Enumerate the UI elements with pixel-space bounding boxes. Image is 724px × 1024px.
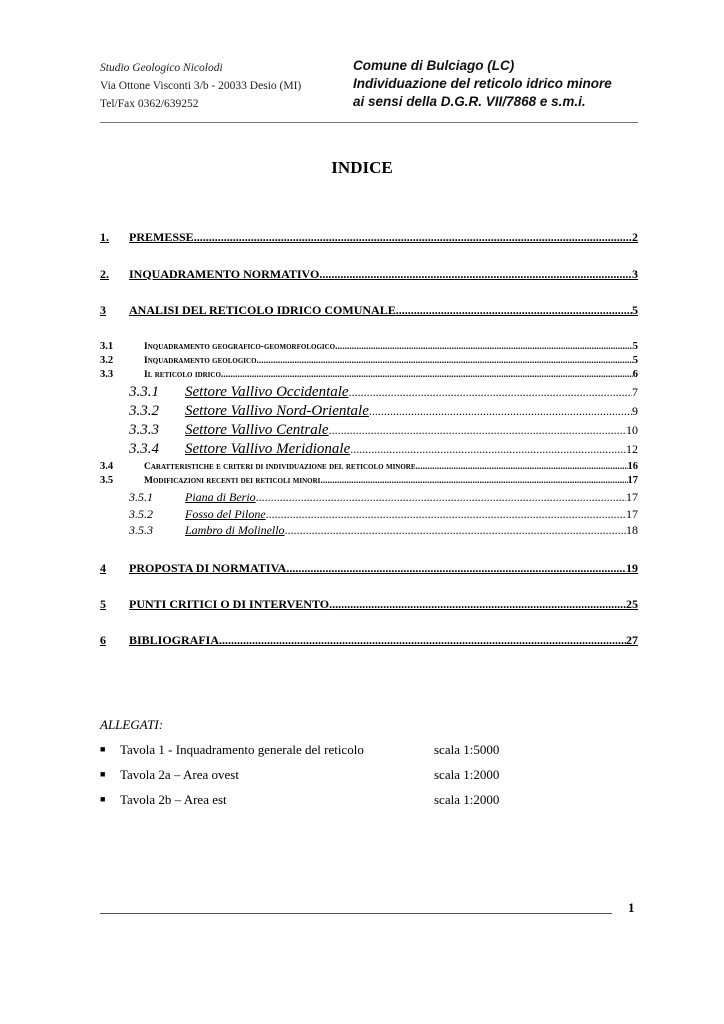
toc-number: 3.5.2 — [129, 507, 153, 521]
toc-number: 6 — [100, 633, 106, 647]
toc-page: 3 — [632, 267, 638, 281]
toc-page: 18 — [626, 523, 638, 537]
toc-leader — [416, 462, 628, 472]
toc-leader — [329, 597, 626, 612]
toc-page: 12 — [626, 442, 638, 456]
toc-number: 3.5.1 — [129, 490, 153, 504]
attachments-heading: ALLEGATI: — [100, 717, 164, 732]
toc-leader — [350, 442, 626, 457]
toc-entry[interactable] — [100, 303, 638, 318]
header-studio-info — [100, 59, 301, 113]
toc-entry[interactable] — [100, 441, 638, 458]
toc-number: 3.4 — [100, 461, 114, 472]
toc-page: 10 — [626, 423, 638, 437]
toc-leader — [219, 633, 626, 648]
footer-divider — [100, 913, 612, 914]
toc-title: Inquadramento geografico-geomorfologico — [144, 342, 336, 352]
toc-page: 7 — [632, 385, 638, 399]
toc-title: Settore Vallivo Occidentale — [185, 384, 349, 400]
toc-title: Piana di Berio — [185, 490, 256, 504]
toc-title: Il reticolo idrico — [144, 370, 221, 380]
toc-entry[interactable] — [100, 490, 638, 505]
toc-title: Fosso del Pilone — [185, 507, 266, 521]
bullet-icon: ■ — [100, 769, 106, 779]
studio-phone: Tel/Fax 0362/639252 — [100, 98, 199, 110]
toc-number: 3.3 — [100, 369, 114, 380]
studio-address: Via Ottone Visconti 3/b - 20033 Desio (MI) — [100, 80, 302, 92]
attachment-label: Tavola 2a – Area ovest — [120, 767, 239, 782]
toc-leader — [329, 423, 626, 438]
toc-entry[interactable] — [100, 403, 638, 420]
toc-leader — [349, 385, 632, 400]
project-subject: Individuazione del reticolo idrico minore — [353, 76, 612, 91]
toc-page: 16 — [627, 461, 638, 472]
toc-entry[interactable] — [100, 461, 638, 472]
toc-title: Caratteristiche e criteri di individuazione del reticolo minore — [144, 462, 416, 472]
toc-leader — [285, 523, 626, 538]
toc-leader — [257, 356, 633, 366]
toc-number: 2. — [100, 267, 109, 281]
toc-title: Settore Vallivo Centrale — [185, 422, 329, 438]
project-regulation: ai sensi della D.G.R. VII/7868 e s.m.i. — [353, 94, 586, 109]
toc-title: PROPOSTA DI NORMATIVA — [129, 561, 287, 575]
toc-title: BIBLIOGRAFIA — [129, 633, 220, 647]
toc-leader — [335, 342, 633, 352]
toc-entry[interactable] — [100, 633, 638, 648]
toc-page: 17 — [627, 475, 638, 486]
toc-leader — [396, 303, 632, 318]
toc-leader — [320, 476, 627, 486]
toc-number: 3.2 — [100, 355, 114, 366]
toc-title: Settore Vallivo Meridionale — [185, 441, 351, 457]
toc-number: 3.3.2 — [129, 403, 159, 419]
toc-page: 2 — [632, 230, 638, 244]
toc-number: 3 — [100, 303, 106, 317]
toc-leader — [369, 404, 632, 419]
toc-page: 25 — [626, 597, 638, 611]
toc-entry[interactable] — [100, 230, 638, 245]
page-number: 1 — [628, 900, 635, 915]
toc-page: 6 — [632, 369, 638, 380]
page-title: INDICE — [331, 158, 393, 177]
toc-entry[interactable] — [100, 561, 638, 576]
toc-title: Settore Vallivo Nord-Orientale — [185, 403, 369, 419]
toc-title: ANALISI DEL RETICOLO IDRICO COMUNALE — [129, 303, 396, 317]
toc-page: 5 — [632, 355, 638, 366]
toc-entry[interactable] — [100, 369, 638, 380]
toc-title: PUNTI CRITICI O DI INTERVENTO — [129, 597, 330, 611]
toc-entry[interactable] — [100, 267, 638, 282]
attachment-label: Tavola 1 - Inquadramento generale del reticolo — [120, 742, 364, 757]
toc-title: PREMESSE — [129, 230, 194, 244]
toc-leader — [256, 490, 626, 505]
attachment-scale: scala 1:2000 — [434, 792, 500, 807]
toc-entry[interactable] — [100, 422, 638, 439]
toc-number: 3.3.4 — [129, 441, 159, 457]
toc-page: 19 — [626, 561, 638, 575]
toc-title: INQUADRAMENTO NORMATIVO — [129, 267, 320, 281]
project-municipality: Comune di Bulciago (LC) — [353, 58, 515, 73]
toc-number: 3.5 — [100, 475, 114, 486]
toc-number: 4 — [100, 561, 106, 575]
toc-entry[interactable] — [100, 355, 638, 366]
header-project-info — [353, 57, 612, 111]
studio-name: Studio Geologico Nicolodi — [100, 62, 223, 74]
toc-leader — [319, 267, 632, 282]
toc-number: 3.3.1 — [129, 384, 159, 400]
toc-number: 5 — [100, 597, 106, 611]
toc-page: 9 — [632, 404, 638, 418]
toc-leader — [266, 507, 626, 522]
toc-leader — [194, 230, 632, 245]
toc-page: 5 — [632, 303, 638, 317]
toc-entry[interactable] — [100, 507, 638, 522]
toc-title: Modificazioni recenti dei reticoli minori — [144, 476, 321, 486]
toc-number: 3.5.3 — [129, 523, 153, 537]
toc-entry[interactable] — [100, 597, 638, 612]
toc-page: 5 — [632, 341, 638, 352]
toc-entry[interactable] — [100, 341, 638, 352]
toc-entry[interactable] — [100, 475, 638, 486]
toc-leader — [286, 561, 626, 576]
toc-entry[interactable] — [100, 384, 638, 401]
toc-title: Lambro di Molinello — [185, 523, 285, 537]
toc-title: Inquadramento geologico — [144, 356, 257, 366]
header-divider — [100, 122, 638, 123]
toc-page: 17 — [626, 490, 638, 504]
toc-number: 3.3.3 — [129, 422, 159, 438]
bullet-icon: ■ — [100, 744, 106, 754]
toc-number: 3.1 — [100, 341, 114, 352]
toc-page: 27 — [626, 633, 638, 647]
attachment-scale: scala 1:5000 — [434, 742, 500, 757]
toc-page: 17 — [626, 507, 638, 521]
toc-leader — [221, 370, 633, 380]
toc-entry[interactable] — [100, 523, 638, 538]
toc-number: 1. — [100, 230, 109, 244]
bullet-icon: ■ — [100, 794, 106, 804]
attachment-label: Tavola 2b – Area est — [120, 792, 227, 807]
attachment-scale: scala 1:2000 — [434, 767, 500, 782]
